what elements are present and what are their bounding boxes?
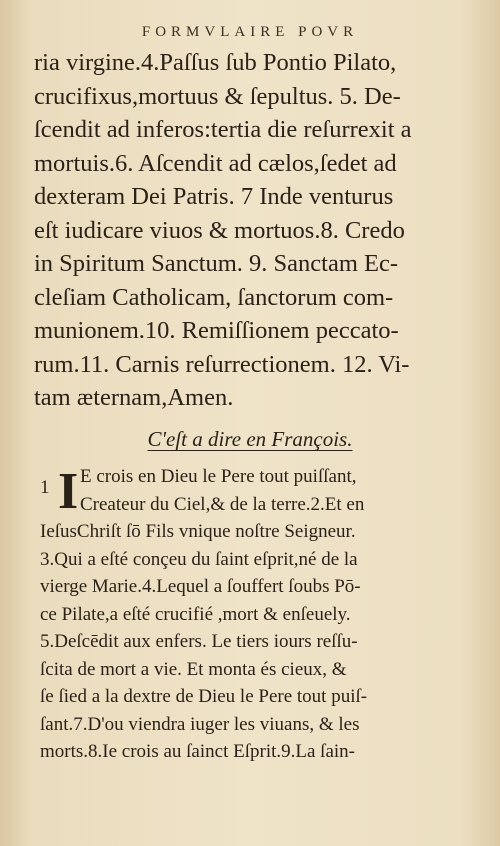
text-line: rum.11. Carnis reſurrectionem. 12. Vi- bbox=[34, 350, 410, 378]
french-creed-text bbox=[40, 463, 478, 766]
text-line: vierge Marie.4.Lequel a ſouffert ſoubs Pō- bbox=[40, 576, 361, 597]
text-line: tam æternam,Amen. bbox=[34, 384, 234, 411]
text-line: IeſusChriſt ſō Fils vnique noſtre Seigneur. bbox=[40, 521, 356, 542]
running-head: FORMVLAIRE POVR bbox=[141, 24, 359, 40]
text-line: dexteram Dei Patris. 7 Inde venturus bbox=[34, 183, 394, 210]
drop-cap-initial: I bbox=[58, 463, 79, 520]
text-line: Createur du Ciel,& de la terre.2.Et en bbox=[80, 493, 365, 515]
text-line: eſt iudicare viuos & mortuos.8. Credo bbox=[34, 216, 405, 244]
text-line: 5.Deſcēdit aux enfers. Le tiers iours reſſu- bbox=[40, 631, 358, 652]
text-line: ſe ſied a la dextre de Dieu le Pere tout puiſ- bbox=[40, 686, 368, 707]
text-line: ſcendit ad inferos:tertia die reſurrexit a bbox=[34, 116, 412, 143]
text-line: munionem.10. Remiſſionem peccato- bbox=[34, 317, 399, 344]
text-line: 3.Qui a eſté conçeu du ſaint eſprit,né de la bbox=[40, 548, 358, 570]
latin-creed-text bbox=[34, 46, 474, 415]
verse-number: 1 bbox=[40, 477, 50, 498]
text-line: mortuis.6. Aſcendit ad cælos,ſedet ad bbox=[34, 149, 397, 177]
text-line: crucifixus,mortuus & ſepultus. 5. De- bbox=[34, 82, 401, 110]
text-line: cleſiam Catholicam, ſanctorum com- bbox=[34, 283, 394, 311]
text-line: ſant.7.D'ou viendra iuger les viuans, & les bbox=[40, 713, 360, 735]
text-line: in Spiritum Sanctum. 9. Sanctam Ec- bbox=[34, 250, 399, 277]
text-line: ce Pilate,a eſté crucifié ,mort & enſeuely. bbox=[40, 603, 351, 625]
section-subheading: C'eſt a dire en François. bbox=[147, 427, 353, 451]
text-line: morts.8.Ie crois au ſainct Eſprit.9.La ſain- bbox=[40, 741, 355, 762]
text-line: ria virgine.4.Paſſus ſub Pontio Pilato, bbox=[34, 49, 397, 76]
text-line: E crois en Dieu le Pere tout puiſſant, bbox=[80, 466, 357, 487]
text-line: ſcita de mort a vie. Et monta és cieux, & bbox=[40, 658, 347, 680]
